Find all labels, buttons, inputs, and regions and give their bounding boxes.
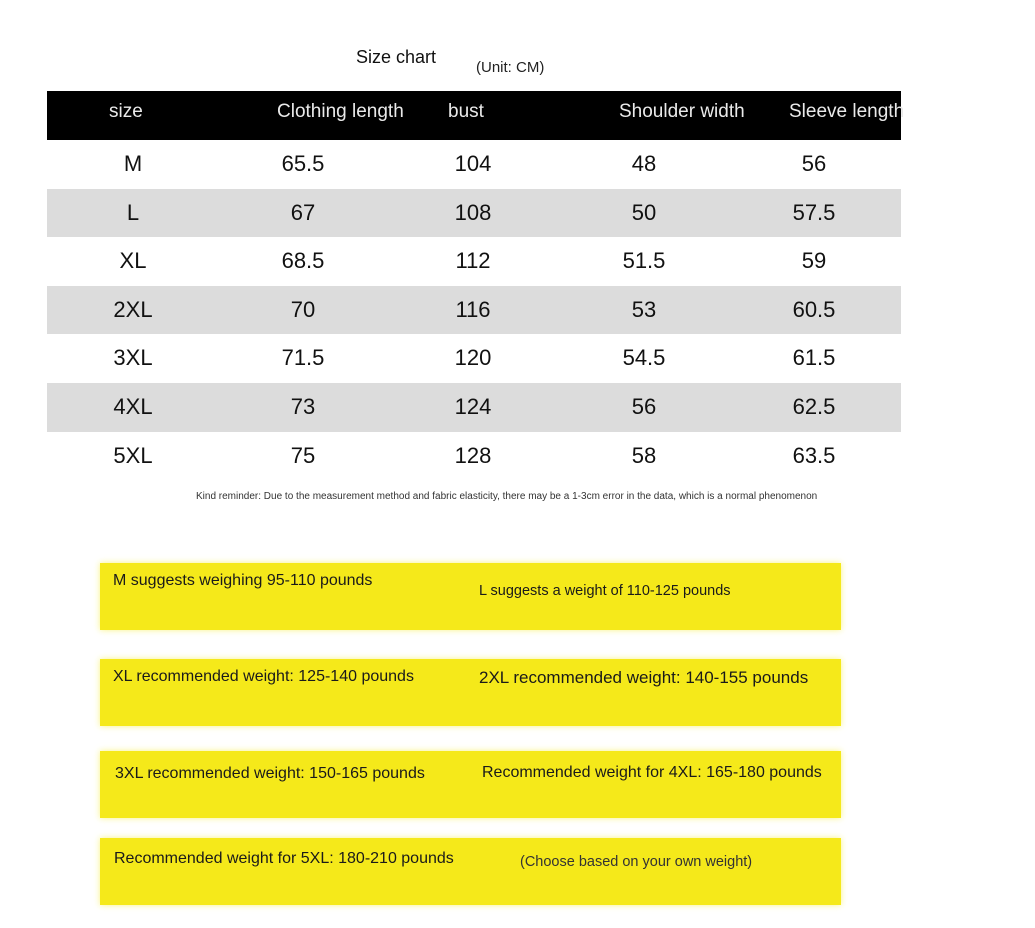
- cell-clothing-length: 75: [290, 442, 316, 468]
- cell-sleeve-length: 57.5: [792, 199, 836, 225]
- cell-shoulder-width: 54.5: [622, 345, 666, 371]
- cell-sleeve-length: 60.5: [792, 296, 836, 322]
- table-header: [47, 91, 905, 140]
- cell-bust: 128: [454, 442, 492, 468]
- cell-bust: 112: [455, 248, 491, 274]
- cell-shoulder-width: 56: [631, 393, 657, 419]
- cell-shoulder-width: 58: [631, 442, 657, 468]
- cell-size: XL: [119, 248, 147, 274]
- table-row: [47, 286, 901, 335]
- cell-bust: 108: [454, 199, 492, 225]
- cell-size: 2XL: [113, 296, 153, 322]
- weight-box-m-l: [100, 563, 841, 630]
- cell-size: L: [126, 199, 140, 225]
- weight-box-xl-2xl: [100, 659, 841, 726]
- cell-sleeve-length: 56: [801, 151, 827, 176]
- cell-shoulder-width: 50: [631, 199, 657, 225]
- cell-shoulder-width: 48: [631, 151, 657, 176]
- weight-box-5xl: [100, 838, 841, 905]
- measurement-reminder: Kind reminder: Due to the measurement method and fabric elasticity, there may be a 1-3cm error in the data, which is a normal phenomenon: [196, 491, 818, 502]
- cell-clothing-length: 71.5: [281, 345, 325, 371]
- weight-m: M suggests weighing 95-110 pounds: [113, 572, 373, 589]
- header-size: size: [109, 101, 143, 122]
- cell-bust: 116: [455, 296, 491, 322]
- weight-xl: XL recommended weight: 125-140 pounds: [113, 668, 414, 685]
- weight-4xl: Recommended weight for 4XL: 165-180 pounds: [482, 764, 822, 781]
- cell-sleeve-length: 62.5: [792, 393, 836, 419]
- header-clothing-length: Clothing length: [277, 101, 404, 122]
- table-row: [47, 237, 901, 286]
- weight-2xl: 2XL recommended weight: 140-155 pounds: [479, 668, 809, 687]
- cell-sleeve-length: 63.5: [792, 442, 836, 468]
- weight-l: L suggests a weight of 110-125 pounds: [479, 583, 731, 599]
- header-bust: bust: [448, 101, 484, 122]
- cell-size: 3XL: [113, 345, 153, 371]
- table-row: [47, 383, 901, 432]
- cell-bust: 124: [454, 393, 492, 419]
- cell-clothing-length: 68.5: [281, 248, 325, 274]
- unit-label: (Unit: CM): [476, 59, 545, 76]
- cell-clothing-length: 65.5: [281, 151, 325, 176]
- table-row: [47, 432, 901, 481]
- cell-size: M: [123, 151, 143, 176]
- cell-bust: 104: [454, 151, 492, 176]
- weight-box-3xl-4xl: [100, 751, 841, 818]
- cell-size: 5XL: [113, 442, 153, 468]
- cell-clothing-length: 67: [290, 199, 316, 225]
- size-table: [47, 91, 905, 480]
- chart-title: Size chart: [356, 47, 437, 67]
- cell-shoulder-width: 51.5: [622, 248, 666, 274]
- header-shoulder-width: Shoulder width: [619, 101, 745, 122]
- cell-shoulder-width: 53: [631, 296, 657, 322]
- header-sleeve-length: Sleeve length: [789, 101, 905, 122]
- table-row: [47, 189, 901, 238]
- table-row: [47, 140, 901, 189]
- cell-clothing-length: 73: [290, 393, 316, 419]
- cell-clothing-length: 70: [290, 296, 316, 322]
- weight-3xl: 3XL recommended weight: 150-165 pounds: [115, 765, 425, 782]
- table-row: [47, 334, 901, 383]
- cell-bust: 120: [454, 345, 492, 371]
- cell-size: 4XL: [113, 393, 153, 419]
- weight-5xl: Recommended weight for 5XL: 180-210 pounds: [114, 850, 454, 867]
- choose-weight-note: (Choose based on your own weight): [520, 854, 753, 870]
- cell-sleeve-length: 61.5: [792, 345, 836, 371]
- cell-sleeve-length: 59: [801, 248, 827, 274]
